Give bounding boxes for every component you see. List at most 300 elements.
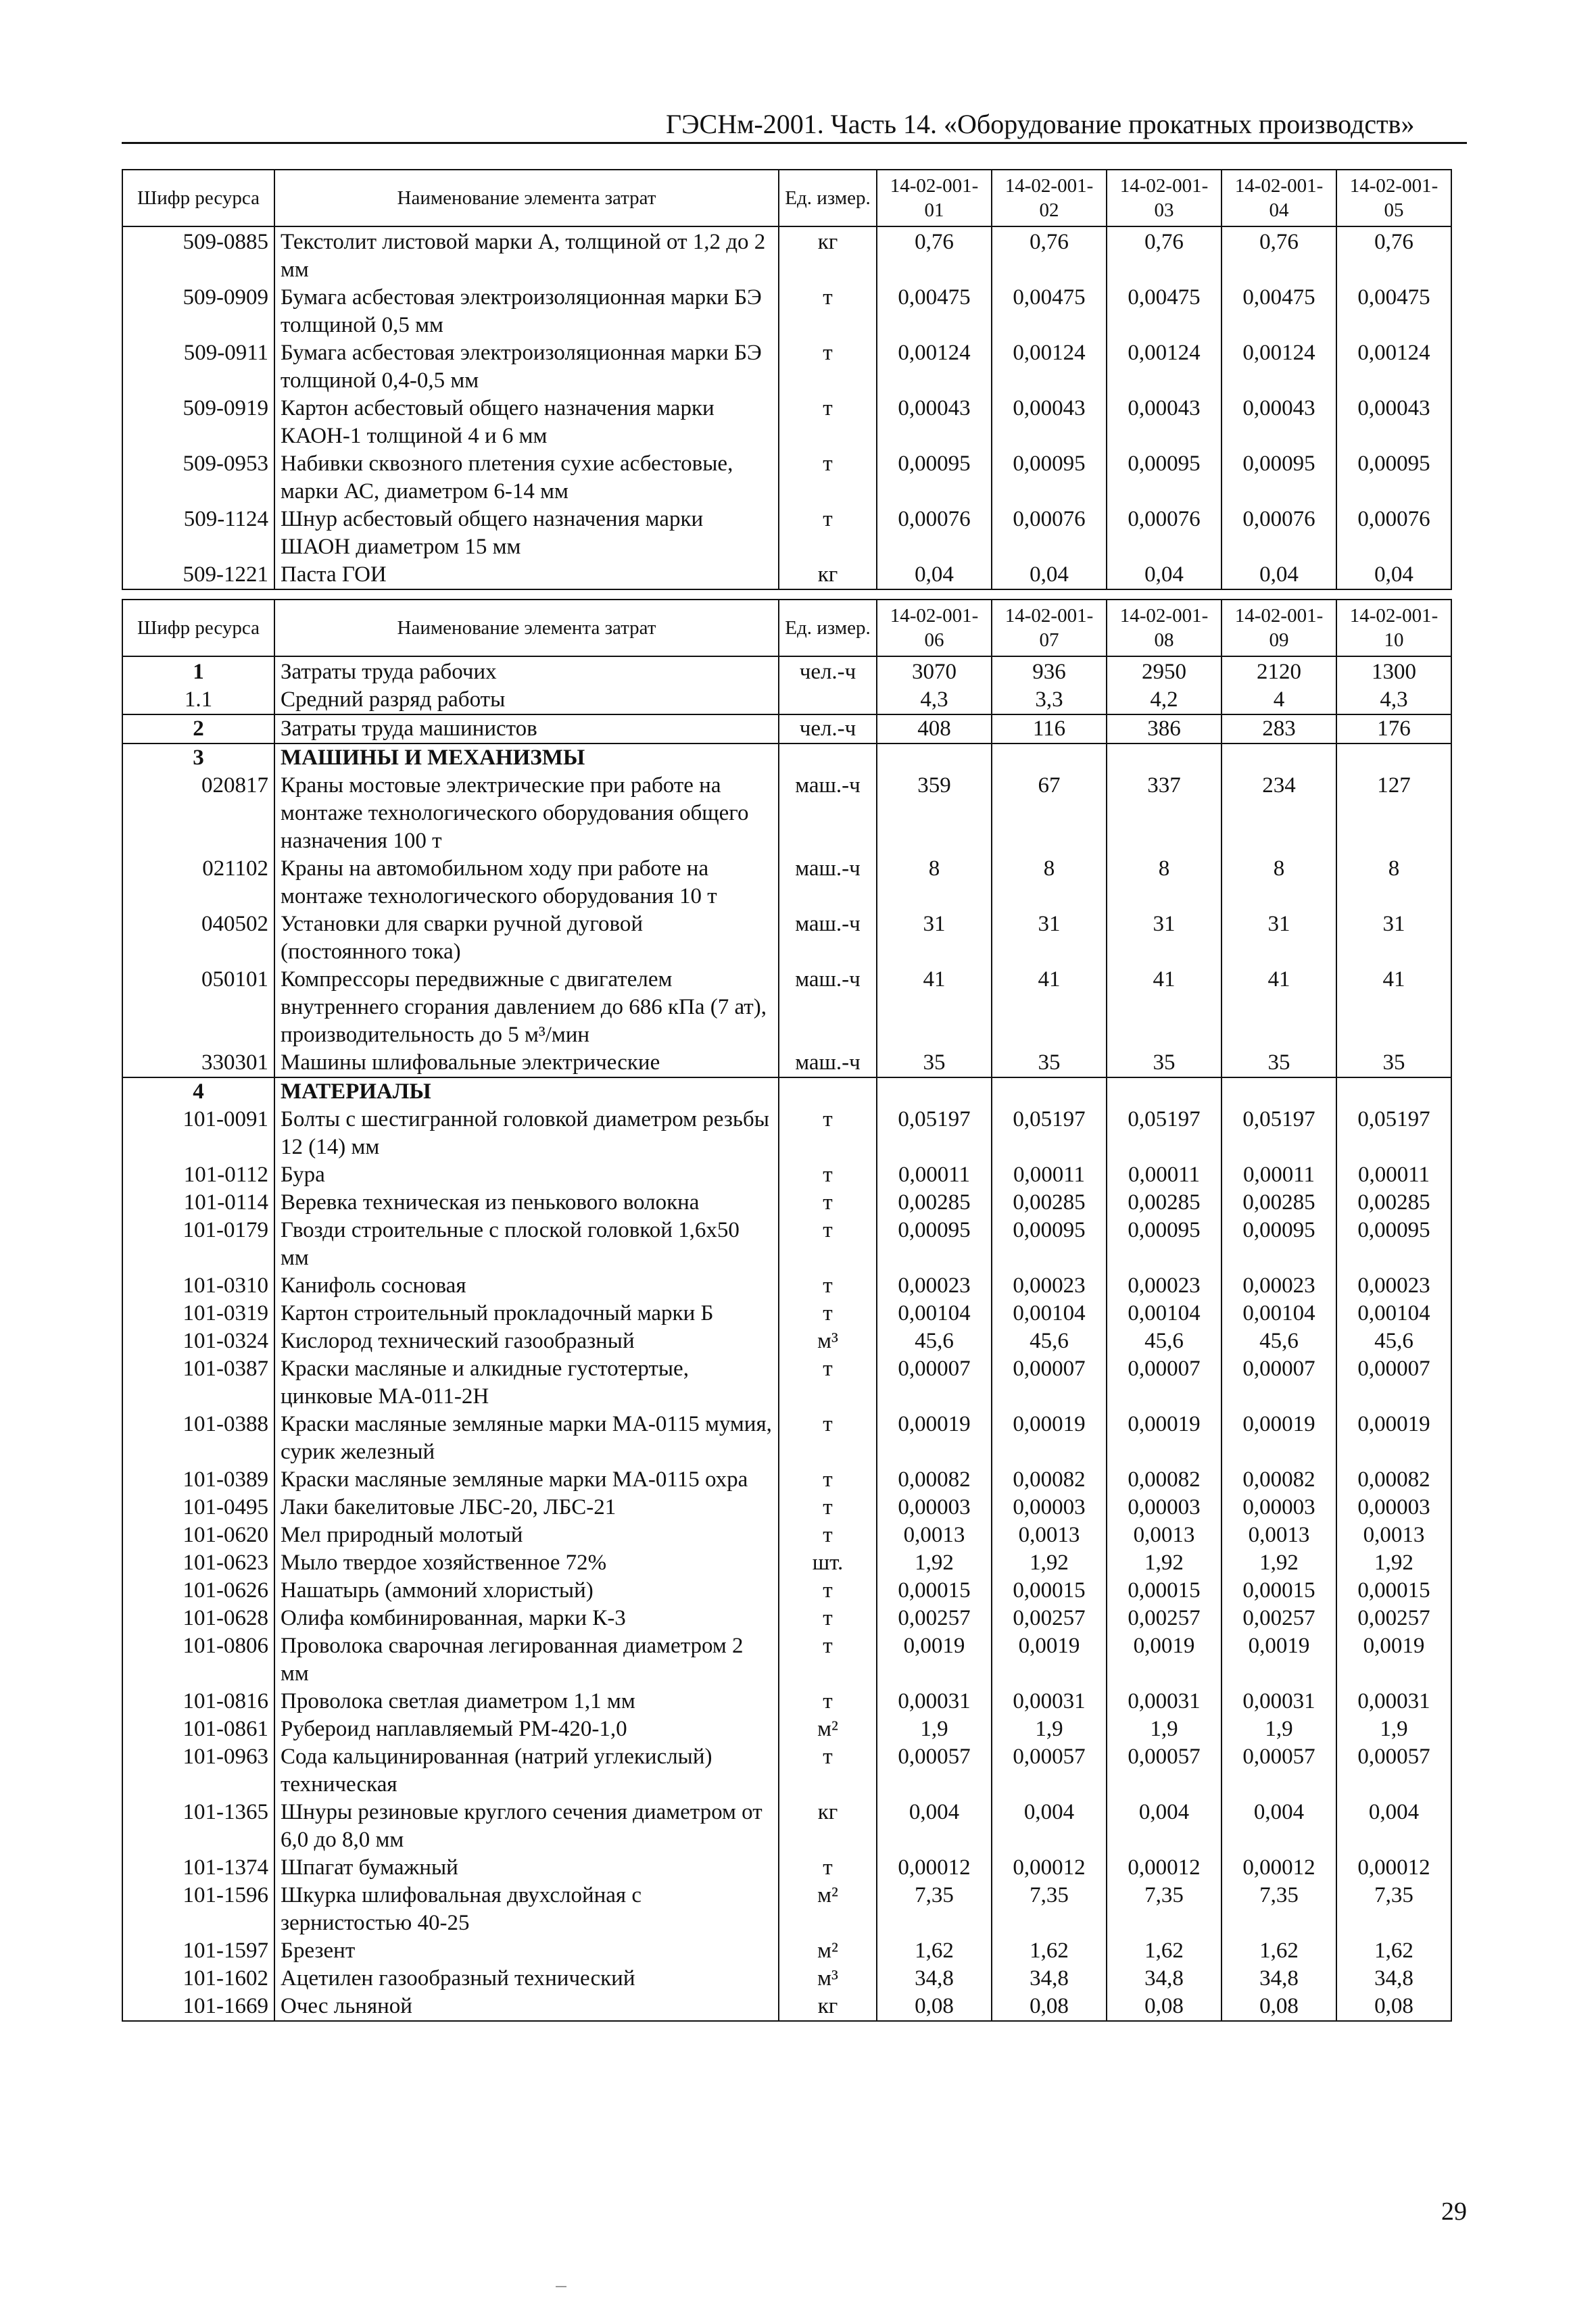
table-row: [122, 1217, 1451, 1272]
resource-unit: т: [779, 1494, 877, 1521]
norm-value: 0,00257: [1222, 1605, 1336, 1632]
norm-value: 35: [1222, 1049, 1336, 1077]
norm-value: 0,00076: [992, 506, 1107, 561]
norm-value: 234: [1222, 772, 1336, 855]
norm-value: 34,8: [877, 1965, 992, 1993]
norm-value: 1,62: [1107, 1937, 1222, 1965]
norm-value: 0,00104: [1222, 1300, 1336, 1327]
norm-value: 2120: [1222, 656, 1336, 686]
resource-code: 101-0387: [122, 1355, 274, 1411]
norm-value: 0,00012: [1222, 1854, 1336, 1882]
norm-value: 0,00095: [992, 1217, 1107, 1272]
norm-value: 0,00076: [877, 506, 992, 561]
resource-unit: кг: [779, 561, 877, 589]
table-row: [122, 772, 1451, 855]
page-number: 29: [1441, 2197, 1467, 2226]
resource-code: 509-0919: [122, 395, 274, 450]
table-row: [122, 1882, 1451, 1937]
resource-unit: кг: [779, 1799, 877, 1854]
norm-value: 0,00095: [1336, 1217, 1451, 1272]
resource-code: 101-0623: [122, 1549, 274, 1577]
norm-value: 0,0013: [992, 1521, 1107, 1549]
col-header-code: Шифр ресурса: [122, 170, 274, 226]
col-header-norm: 14-02-001-05: [1336, 170, 1451, 226]
norm-value: 0,00003: [1107, 1494, 1222, 1521]
norm-value: 0,00019: [877, 1411, 992, 1466]
norm-value: 0,00076: [1222, 506, 1336, 561]
norm-value: 0,00007: [992, 1355, 1107, 1411]
resource-name: Текстолит листовой марки А, толщиной от 1,2 до 2 мм: [274, 226, 779, 284]
norm-value: 0,00057: [1222, 1743, 1336, 1799]
table-row: [122, 1300, 1451, 1327]
norm-value: 0,00011: [877, 1161, 992, 1189]
norm-value: 337: [1107, 772, 1222, 855]
resource-unit: т: [779, 1577, 877, 1605]
resource-unit: шт.: [779, 1549, 877, 1577]
norm-value: 0,00023: [1222, 1272, 1336, 1300]
norm-value: 0,76: [992, 226, 1107, 284]
resource-unit: т: [779, 1161, 877, 1189]
norm-value: 0,004: [1336, 1799, 1451, 1854]
resource-unit: т: [779, 1217, 877, 1272]
col-header-norm: 14-02-001-02: [992, 170, 1107, 226]
resource-unit: т: [779, 1521, 877, 1549]
norm-value: 8: [1222, 855, 1336, 910]
resource-code: 101-0628: [122, 1605, 274, 1632]
table-row: [122, 1937, 1451, 1965]
resource-code: 101-0179: [122, 1217, 274, 1272]
resource-name: Затраты труда машинистов: [274, 714, 779, 744]
norm-value: 0,04: [877, 561, 992, 589]
resource-name: Картон асбестовый общего назначения марки КАОН-1 толщиной 4 и 6 мм: [274, 395, 779, 450]
resource-name: Краны мостовые электрические при работе на монтаже технологического оборудования общего назначения 100 т: [274, 772, 779, 855]
norm-value: 0,00003: [877, 1494, 992, 1521]
resource-code: 101-1597: [122, 1937, 274, 1965]
norm-value: 0,00095: [1107, 1217, 1222, 1272]
norm-value: 0,00076: [1336, 506, 1451, 561]
norm-value: 7,35: [1107, 1882, 1222, 1937]
norm-value: 0,00057: [877, 1743, 992, 1799]
norm-value: 0,00043: [1336, 395, 1451, 450]
norm-value: 0,05197: [1222, 1106, 1336, 1161]
norm-value: 0,08: [877, 1993, 992, 2021]
norm-value: 0,00003: [1336, 1494, 1451, 1521]
norm-value: 0,00015: [877, 1577, 992, 1605]
norm-value: 0,00475: [877, 284, 992, 339]
resource-unit: маш.-ч: [779, 855, 877, 910]
resource-name: Шпагат бумажный: [274, 1854, 779, 1882]
resource-name: Гвозди строительные с плоской головкой 1,6х50 мм: [274, 1217, 779, 1272]
norm-value: 0,00124: [1107, 339, 1222, 395]
norm-value: 0,00076: [1107, 506, 1222, 561]
resource-name: Проволока светлая диаметром 1,1 мм: [274, 1688, 779, 1715]
resource-code: 101-0114: [122, 1189, 274, 1217]
resource-unit: т: [779, 1854, 877, 1882]
norm-value: 0,00007: [1222, 1355, 1336, 1411]
resource-unit: маш.-ч: [779, 1049, 877, 1077]
norm-value: 0,08: [992, 1993, 1107, 2021]
norm-value: 0,00043: [877, 395, 992, 450]
norm-value: 0,00257: [1107, 1605, 1222, 1632]
resource-name: Рубероид наплавляемый РМ-420-1,0: [274, 1715, 779, 1743]
table-row: [122, 1688, 1451, 1715]
table-row: [122, 1494, 1451, 1521]
header-row: [122, 600, 1451, 656]
norm-value: 0,04: [1222, 561, 1336, 589]
resource-unit: т: [779, 1632, 877, 1688]
table-row: [122, 966, 1451, 1049]
resource-name: Кислород технический газообразный: [274, 1327, 779, 1355]
resource-code: 021102: [122, 855, 274, 910]
norm-value: 7,35: [992, 1882, 1107, 1937]
norm-value: 0,004: [1222, 1799, 1336, 1854]
norm-value: 0,0019: [992, 1632, 1107, 1688]
norm-value: 1,92: [1107, 1549, 1222, 1577]
resource-unit: т: [779, 1605, 877, 1632]
norm-value: 0,76: [877, 226, 992, 284]
norm-value: 0,00012: [992, 1854, 1107, 1882]
norm-value: 0,00285: [877, 1189, 992, 1217]
resource-name: Краски масляные и алкидные густотертые, цинковые МА-011-2Н: [274, 1355, 779, 1411]
norm-value: 34,8: [1336, 1965, 1451, 1993]
norm-value: 1,92: [1336, 1549, 1451, 1577]
norm-value: 0,00012: [1336, 1854, 1451, 1882]
norm-value: 127: [1336, 772, 1451, 855]
resource-unit: [779, 686, 877, 714]
norm-value: 2950: [1107, 656, 1222, 686]
norm-value: 41: [877, 966, 992, 1049]
col-header-norm: 14-02-001-08: [1107, 600, 1222, 656]
norm-value: 0,00124: [992, 339, 1107, 395]
resource-unit: т: [779, 1106, 877, 1161]
norm-value: 1,62: [1336, 1937, 1451, 1965]
resource-unit: м³: [779, 1965, 877, 1993]
norm-value: 0,00095: [1222, 1217, 1336, 1272]
norm-value: 45,6: [1222, 1327, 1336, 1355]
norm-value: 0,00104: [877, 1300, 992, 1327]
resource-name: Краски масляные земляные марки МА-0115 охра: [274, 1466, 779, 1494]
resource-name: Брезент: [274, 1937, 779, 1965]
norm-value: 0,00475: [1107, 284, 1222, 339]
norm-value: [1222, 1077, 1336, 1106]
resource-unit: чел.-ч: [779, 656, 877, 686]
norm-value: 1,9: [1222, 1715, 1336, 1743]
norm-value: 0,00031: [1336, 1688, 1451, 1715]
norm-value: 0,00007: [1336, 1355, 1451, 1411]
resource-code: 101-1374: [122, 1854, 274, 1882]
resource-code: 509-1221: [122, 561, 274, 589]
norm-value: 0,00104: [1107, 1300, 1222, 1327]
norm-value: 0,00043: [992, 395, 1107, 450]
norm-value: 3,3: [992, 686, 1107, 714]
table-row: [122, 1049, 1451, 1077]
norm-value: 45,6: [992, 1327, 1107, 1355]
table-row: [122, 1106, 1451, 1161]
norm-value: 41: [1222, 966, 1336, 1049]
norm-value: 0,00104: [992, 1300, 1107, 1327]
norm-value: 0,00104: [1336, 1300, 1451, 1327]
norm-value: 0,004: [1107, 1799, 1222, 1854]
table-row: [122, 339, 1451, 395]
norm-value: 0,00057: [992, 1743, 1107, 1799]
norm-value: 0,00003: [992, 1494, 1107, 1521]
resource-code: 101-1365: [122, 1799, 274, 1854]
col-header-code: Шифр ресурса: [122, 600, 274, 656]
resource-name: Болты с шестигранной головкой диаметром резьбы 12 (14) мм: [274, 1106, 779, 1161]
table-row: [122, 1077, 1451, 1106]
norm-value: 35: [1336, 1049, 1451, 1077]
resource-unit: т: [779, 284, 877, 339]
resource-name: Средний разряд работы: [274, 686, 779, 714]
norm-value: 936: [992, 656, 1107, 686]
table-row: [122, 855, 1451, 910]
norm-value: 0,0013: [1107, 1521, 1222, 1549]
resource-unit: т: [779, 1189, 877, 1217]
resource-name: Бумага асбестовая электроизоляционная марки БЭ толщиной 0,4-0,5 мм: [274, 339, 779, 395]
resource-name: Проволока сварочная легированная диаметром 2 мм: [274, 1632, 779, 1688]
resource-code: 1: [122, 656, 274, 686]
resource-code: 101-0310: [122, 1272, 274, 1300]
resource-code: 101-0861: [122, 1715, 274, 1743]
resource-name: МАШИНЫ И МЕХАНИЗМЫ: [274, 744, 779, 772]
resource-code: 020817: [122, 772, 274, 855]
resource-code: 509-1124: [122, 506, 274, 561]
norm-value: 0,04: [992, 561, 1107, 589]
norm-value: 1,92: [992, 1549, 1107, 1577]
resource-unit: маш.-ч: [779, 772, 877, 855]
resource-code: 2: [122, 714, 274, 744]
table-row: [122, 1355, 1451, 1411]
norm-value: 0,0019: [1222, 1632, 1336, 1688]
norm-value: 31: [1107, 910, 1222, 966]
norm-value: 0,00007: [877, 1355, 992, 1411]
norm-value: 0,00023: [1107, 1272, 1222, 1300]
norm-value: 0,00015: [1222, 1577, 1336, 1605]
norm-value: 0,00285: [1222, 1189, 1336, 1217]
resource-code: 509-0885: [122, 226, 274, 284]
norm-value: 0,00124: [1336, 339, 1451, 395]
norm-value: [1336, 744, 1451, 772]
resource-code: 1.1: [122, 686, 274, 714]
norm-value: 3070: [877, 656, 992, 686]
norm-value: 1,92: [1222, 1549, 1336, 1577]
norm-value: 0,00095: [992, 450, 1107, 506]
norm-value: 0,00007: [1107, 1355, 1222, 1411]
resource-code: 101-0112: [122, 1161, 274, 1189]
col-header-name: Наименование элемента затрат: [274, 600, 779, 656]
resource-unit: [779, 1077, 877, 1106]
norm-value: 1,62: [877, 1937, 992, 1965]
resource-code: 101-0495: [122, 1494, 274, 1521]
table-row: [122, 744, 1451, 772]
table-row: [122, 1161, 1451, 1189]
norm-value: 0,00285: [1107, 1189, 1222, 1217]
norm-value: 0,05197: [877, 1106, 992, 1161]
table-row: [122, 1189, 1451, 1217]
resource-code: 101-1602: [122, 1965, 274, 1993]
col-header-norm: 14-02-001-09: [1222, 600, 1336, 656]
norm-value: 0,00015: [1107, 1577, 1222, 1605]
norm-value: 0,00019: [1336, 1411, 1451, 1466]
norm-value: 359: [877, 772, 992, 855]
norm-value: 0,00475: [1222, 284, 1336, 339]
norm-value: 1,62: [1222, 1937, 1336, 1965]
norm-value: 0,00095: [1336, 450, 1451, 506]
norm-value: 7,35: [1336, 1882, 1451, 1937]
norm-value: 0,00475: [992, 284, 1107, 339]
norm-value: 35: [877, 1049, 992, 1077]
norm-value: 0,00011: [1336, 1161, 1451, 1189]
norm-value: 41: [1336, 966, 1451, 1049]
table-row: [122, 1577, 1451, 1605]
scan-mark: [556, 2286, 566, 2287]
resource-unit: м³: [779, 1327, 877, 1355]
resource-code: 3: [122, 744, 274, 772]
norm-value: 0,0013: [1222, 1521, 1336, 1549]
norm-value: 45,6: [1336, 1327, 1451, 1355]
norm-value: 0,00057: [1107, 1743, 1222, 1799]
resource-unit: м²: [779, 1882, 877, 1937]
resource-code: 4: [122, 1077, 274, 1106]
table-row: [122, 450, 1451, 506]
table-row: [122, 1965, 1451, 1993]
resource-name: Паста ГОИ: [274, 561, 779, 589]
resource-unit: т: [779, 395, 877, 450]
resource-code: 509-0909: [122, 284, 274, 339]
norm-value: 0,00023: [992, 1272, 1107, 1300]
resource-code: 101-0626: [122, 1577, 274, 1605]
norm-value: 0,00082: [1107, 1466, 1222, 1494]
norm-value: 0,00011: [1222, 1161, 1336, 1189]
norm-value: 0,76: [1222, 226, 1336, 284]
norm-value: [992, 744, 1107, 772]
norm-value: 1,9: [877, 1715, 992, 1743]
resource-name: Лаки бакелитовые ЛБС-20, ЛБС-21: [274, 1494, 779, 1521]
norm-value: 0,0013: [1336, 1521, 1451, 1549]
norm-value: 0,05197: [1336, 1106, 1451, 1161]
norm-value: 35: [1107, 1049, 1222, 1077]
norm-value: 0,00124: [1222, 339, 1336, 395]
table-row: [122, 1521, 1451, 1549]
resource-unit: т: [779, 1411, 877, 1466]
norm-value: 34,8: [1222, 1965, 1336, 1993]
resource-code: 050101: [122, 966, 274, 1049]
norm-value: 34,8: [992, 1965, 1107, 1993]
resource-unit: т: [779, 1355, 877, 1411]
norm-value: 31: [1222, 910, 1336, 966]
table-row: [122, 714, 1451, 744]
resource-code: 101-0389: [122, 1466, 274, 1494]
norm-value: 0,00011: [992, 1161, 1107, 1189]
norm-value: 0,0019: [877, 1632, 992, 1688]
table-row: [122, 506, 1451, 561]
running-header: ГЭСНм-2001. Часть 14. «Оборудование прокатных производств»: [666, 109, 1415, 139]
norm-value: 0,08: [1336, 1993, 1451, 2021]
norm-value: 8: [992, 855, 1107, 910]
table-row: [122, 910, 1451, 966]
resource-name: Затраты труда рабочих: [274, 656, 779, 686]
norm-value: [877, 1077, 992, 1106]
resource-code: 101-0620: [122, 1521, 274, 1549]
col-header-norm: 14-02-001-01: [877, 170, 992, 226]
resource-name: Бумага асбестовая электроизоляционная марки БЭ толщиной 0,5 мм: [274, 284, 779, 339]
norm-value: 41: [1107, 966, 1222, 1049]
norm-value: 0,0019: [1107, 1632, 1222, 1688]
resource-unit: т: [779, 1466, 877, 1494]
norm-value: 0,004: [877, 1799, 992, 1854]
table-row: [122, 1327, 1451, 1355]
norm-value: 0,05197: [1107, 1106, 1222, 1161]
norm-value: [1107, 1077, 1222, 1106]
resource-unit: т: [779, 339, 877, 395]
resource-unit: т: [779, 450, 877, 506]
resource-name: Шнур асбестовый общего назначения марки ШАОН диаметром 15 мм: [274, 506, 779, 561]
norm-value: [992, 1077, 1107, 1106]
resource-unit: [779, 744, 877, 772]
resource-name: Краски масляные земляные марки МА-0115 мумия, сурик железный: [274, 1411, 779, 1466]
table-row: [122, 1272, 1451, 1300]
resource-name: Установки для сварки ручной дуговой (постоянного тока): [274, 910, 779, 966]
resource-code: 101-0816: [122, 1688, 274, 1715]
norm-value: 0,00124: [877, 339, 992, 395]
norm-value: 1,92: [877, 1549, 992, 1577]
resource-unit: маш.-ч: [779, 966, 877, 1049]
norm-value: 0,0013: [877, 1521, 992, 1549]
norm-value: 4,3: [1336, 686, 1451, 714]
resource-unit: т: [779, 506, 877, 561]
resource-code: 509-0953: [122, 450, 274, 506]
norm-value: 0,00475: [1336, 284, 1451, 339]
table-row: [122, 1605, 1451, 1632]
norm-value: 1300: [1336, 656, 1451, 686]
norm-value: 0,76: [1336, 226, 1451, 284]
norm-value: 0,00257: [877, 1605, 992, 1632]
norm-value: 0,00031: [877, 1688, 992, 1715]
norm-value: 0,00011: [1107, 1161, 1222, 1189]
norm-value: 0,05197: [992, 1106, 1107, 1161]
norm-value: 0,00285: [992, 1189, 1107, 1217]
norm-value: 283: [1222, 714, 1336, 744]
resource-name: Мыло твердое хозяйственное 72%: [274, 1549, 779, 1577]
norm-value: 31: [877, 910, 992, 966]
resource-unit: т: [779, 1300, 877, 1327]
norm-value: 0,00019: [1107, 1411, 1222, 1466]
table-row: [122, 1854, 1451, 1882]
resource-code: 101-0324: [122, 1327, 274, 1355]
norm-value: 7,35: [1222, 1882, 1336, 1937]
norm-value: 45,6: [877, 1327, 992, 1355]
resource-unit: кг: [779, 1993, 877, 2021]
resource-name: Канифоль сосновая: [274, 1272, 779, 1300]
resource-code: 101-0388: [122, 1411, 274, 1466]
resource-unit: т: [779, 1743, 877, 1799]
norm-value: 34,8: [1107, 1965, 1222, 1993]
norm-value: 0,00095: [1222, 450, 1336, 506]
norm-value: 0,08: [1107, 1993, 1222, 2021]
norm-value: 0,00057: [1336, 1743, 1451, 1799]
norm-value: 8: [1336, 855, 1451, 910]
norm-value: 0,00257: [1336, 1605, 1451, 1632]
col-header-norm: 14-02-001-10: [1336, 600, 1451, 656]
norm-value: 0,00095: [877, 1217, 992, 1272]
norm-value: 0,04: [1107, 561, 1222, 589]
resource-name: Веревка техническая из пенькового волокна: [274, 1189, 779, 1217]
norm-value: [1336, 1077, 1451, 1106]
resource-name: Компрессоры передвижные с двигателем внутреннего сгорания давлением до 686 кПа (7 ат), производительность до 5 м³/мин: [274, 966, 779, 1049]
resource-code: 101-1596: [122, 1882, 274, 1937]
norm-value: [1222, 744, 1336, 772]
header-row: [122, 170, 1451, 226]
